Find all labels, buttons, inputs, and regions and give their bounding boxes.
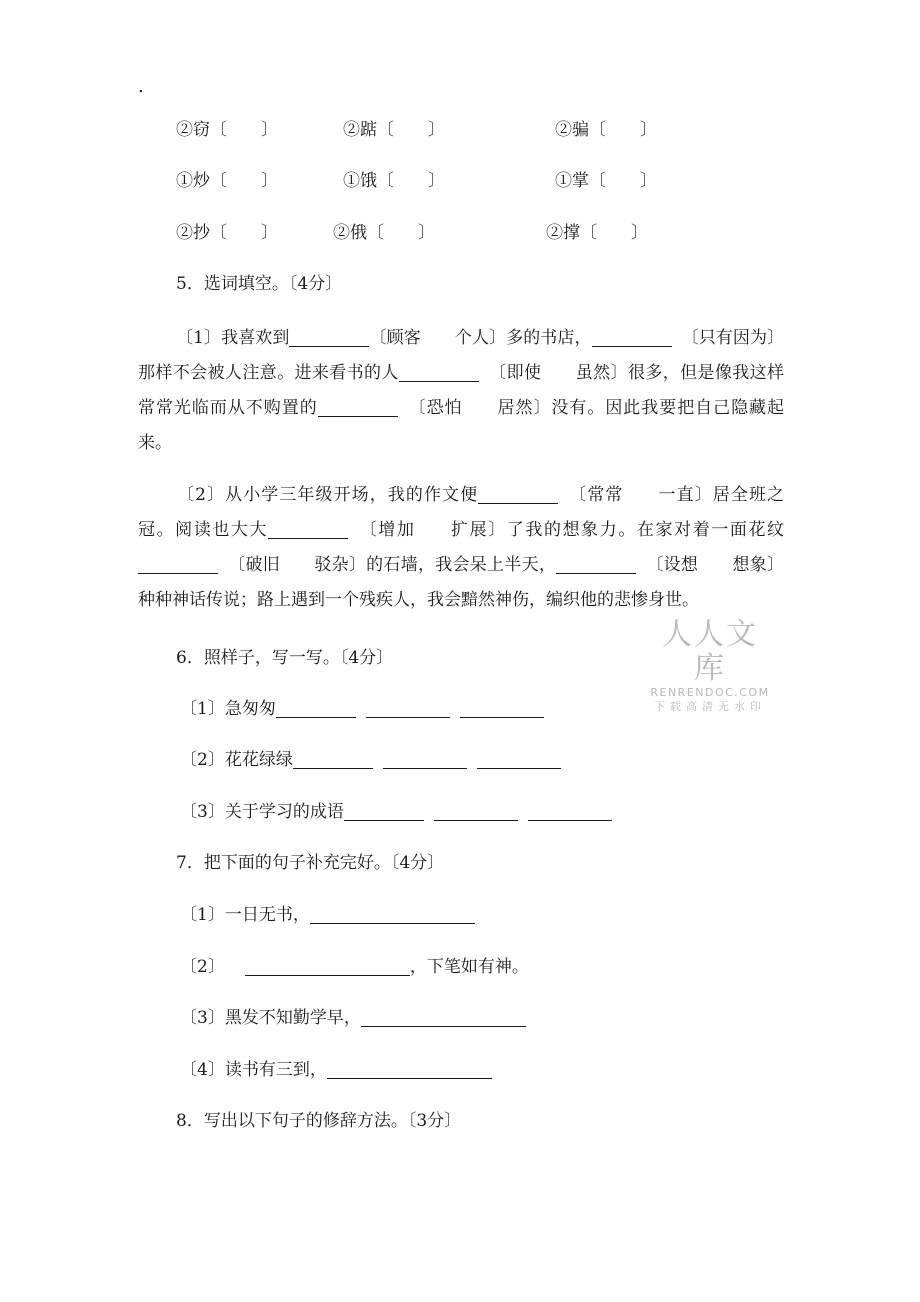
fill-blank[interactable]: [344, 800, 424, 821]
q7-item-1: 〔1〕一日无书，: [180, 901, 475, 929]
fill-blank[interactable]: [276, 697, 356, 718]
q6-item-2: 〔2〕花花绿绿: [180, 746, 561, 774]
char-item: ②踮〔 〕: [343, 116, 433, 144]
q5-paragraph-2: 〔2〕从小学三年级开场，我的作文便 〔常常 一直〕居全班之冠。阅读也大大 〔增加 扩展〕了我的想象力。在家对着一面花纹〔破旧 驳杂〕的石墙，我会呆上半天， 〔设想 想象〕种种神话传说；路上遇到一个残疾人，我会黯然神伤，编织他的悲惨身世。: [138, 485, 785, 610]
watermark-subtitle: 下载高清无水印: [654, 700, 766, 713]
answer-paren: 〔 〕: [377, 171, 445, 191]
answer-paren: 〔 〕: [589, 171, 657, 191]
q6-heading: 6．照样子，写一写。〔4分〕: [176, 648, 394, 668]
char-item: ①掌〔 〕: [555, 167, 645, 195]
fill-blank[interactable]: [477, 748, 561, 769]
page-dot: .: [138, 76, 144, 97]
char-item: ②撑〔 〕: [546, 219, 636, 247]
answer-paren: 〔 〕: [580, 223, 648, 243]
char-item: ②抄〔 〕: [176, 219, 266, 247]
answer-paren: 〔 〕: [367, 223, 435, 243]
q7-heading: 7．把下面的句子补充完好。〔4分〕: [176, 853, 445, 873]
fill-blank[interactable]: [478, 483, 558, 504]
answer-paren: 〔 〕: [210, 223, 278, 243]
char-item: ②窃〔 〕: [176, 116, 266, 144]
answer-paren: 〔 〕: [210, 171, 278, 191]
fill-blank[interactable]: [318, 396, 398, 417]
answer-paren: 〔 〕: [210, 120, 278, 140]
fill-blank[interactable]: [556, 553, 636, 574]
fill-blank[interactable]: [399, 361, 479, 382]
fill-blank[interactable]: [310, 903, 475, 924]
answer-paren: 〔 〕: [589, 120, 657, 140]
char-item: ①炒〔 〕: [176, 167, 266, 195]
q5-heading: 5．选词填空。〔4分〕: [176, 274, 343, 294]
fill-blank[interactable]: [268, 518, 348, 539]
q7-item-2: 〔2〕 ，下笔如有神。: [180, 957, 529, 977]
watermark-logo: [648, 618, 772, 714]
fill-blank[interactable]: [434, 800, 518, 821]
fill-blank[interactable]: [138, 553, 218, 574]
q8-heading: 8．写出以下句子的修辞方法。〔3分〕: [176, 1111, 462, 1131]
char-item: ②骗〔 〕: [555, 116, 645, 144]
char-item: ①饿〔 〕: [343, 167, 433, 195]
fill-blank[interactable]: [245, 955, 410, 976]
fill-blank[interactable]: [366, 697, 450, 718]
fill-blank[interactable]: [592, 326, 672, 347]
q5-paragraph-1: 〔1〕我喜欢到 〔顾客 个人〕多的书店， 〔只有因为〕那样不会被人注意。进来看书的人 〔即使 虽然〕很多，但是像我这样常常光临而从不购置的 〔恐怕 居然〕没有。因此我要把自己隐藏起来。: [138, 328, 785, 453]
fill-blank[interactable]: [460, 697, 544, 718]
q6-item-1: 〔1〕急匆匆: [180, 695, 544, 723]
watermark-title: 人人文库: [662, 617, 758, 686]
watermark-url: RENRENDOC.COM: [650, 686, 770, 699]
q7-item-4: 〔4〕读书有三到，: [180, 1056, 492, 1084]
fill-blank[interactable]: [327, 1058, 492, 1079]
answer-paren: 〔 〕: [377, 120, 445, 140]
fill-blank[interactable]: [361, 1006, 526, 1027]
q7-item-3: 〔3〕黑发不知勤学早，: [180, 1004, 526, 1032]
fill-blank[interactable]: [289, 326, 369, 347]
char-item: ②俄〔 〕: [333, 219, 423, 247]
fill-blank[interactable]: [383, 748, 467, 769]
q6-item-3: 〔3〕关于学习的成语: [180, 798, 612, 826]
fill-blank[interactable]: [528, 800, 612, 821]
fill-blank[interactable]: [293, 748, 373, 769]
